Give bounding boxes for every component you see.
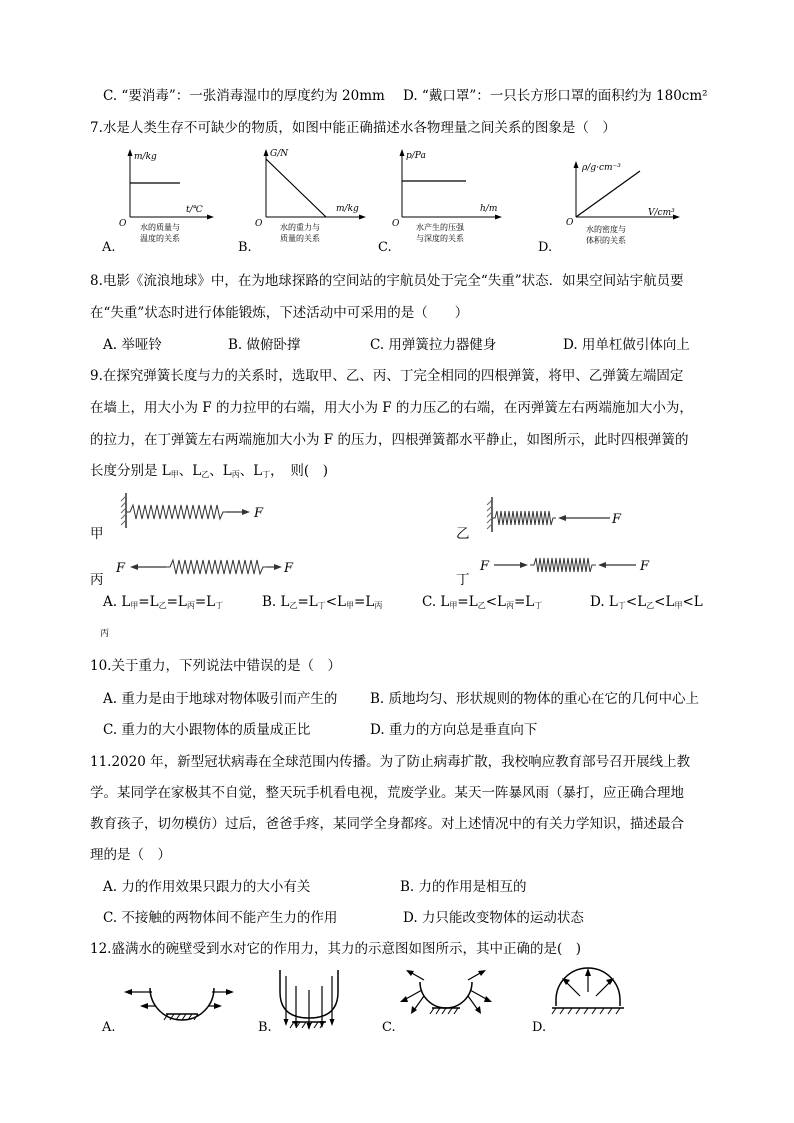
q12-c-letter: C. [382, 1020, 396, 1035]
q7-c-cap1: 水产生的压强 [416, 223, 464, 232]
q7-a-letter: A. [102, 240, 116, 255]
q9-label-jia: 甲 [90, 526, 104, 542]
q7-c-origin: O [392, 219, 400, 229]
q11-line3: 教育孩子，切勿模仿）过后，爸爸手疼，某同学全身都疼。对上述情况中的有关力学知识，描述最合 [90, 816, 684, 832]
q11-option-b: B. 力的作用是相互的 [400, 879, 527, 895]
q7-d-ylabel: ρ/g·cm⁻³ [582, 163, 621, 173]
q9-line3: 的拉力，在丁弹簧左右两端施加大小为 F 的压力，四根弹簧都水平静止，如图所示，此时四根弹簧的 [90, 432, 689, 448]
q9-label-bing: 丙 [90, 572, 104, 588]
q6-option-c: C. “要消毒”：一张消毒湿巾的厚度约为 20mm [103, 88, 385, 104]
q12-bowl-a [100, 966, 240, 1036]
q9-ding-force-right: F [640, 559, 650, 574]
q10-option-b: B. 质地均匀、形状规则的物体的重心在它的几何中心上 [370, 691, 700, 707]
q7-b-cap2: 质量的关系 [280, 234, 320, 243]
q12-a-letter: A. [102, 1020, 116, 1035]
q7-a-cap2: 温度的关系 [140, 234, 180, 243]
q6-option-d: D. “戴口罩”：一只长方形口罩的面积约为 180cm² [403, 88, 708, 104]
q7-c-cap2: 与深度的关系 [416, 234, 464, 243]
q12-bowl-b [256, 966, 366, 1036]
q7-graph-c [376, 145, 516, 255]
q8-option-b: B. 做俯卧撑 [228, 337, 301, 353]
q11-option-c: C. 不接触的两物体间不能产生力的作用 [103, 910, 338, 926]
q11-line1: 11.2020 年，新型冠状病毒在全球范围内传播。为了防止病毒扩散，我校响应教育部号召开展线上教 [90, 754, 691, 770]
q9-ding-force-left: F [480, 559, 490, 574]
q10-option-d: D. 重力的方向总是垂直向下 [370, 722, 538, 738]
q11-option-d: D. 力只能改变物体的运动状态 [403, 910, 584, 926]
q7-d-letter: D. [538, 240, 553, 255]
q9-option-c: C. $L_甲=L_乙<L_丙=L_丁$ [422, 594, 543, 610]
q9-line1: 9.在探究弹簧长度与力的关系时，选取甲、乙、丙、丁完全相同的四根弹簧，将甲、乙弹簧左端固定 [90, 368, 684, 384]
q9-spring-jia [118, 490, 278, 530]
q9-bing-force-left: F [116, 561, 126, 576]
q8-option-c: C. 用弹簧拉力器健身 [370, 337, 497, 353]
q8-line1: 8.电影《流浪地球》中，在为地球探路的空间站的宇航员处于完全“失重”状态．如果空间站宇航员要 [90, 273, 684, 289]
q9-jia-force: F [254, 506, 264, 521]
q7-d-xlabel: V/cm³ [648, 208, 675, 218]
q9-bing-force-right: F [284, 561, 294, 576]
q7-a-ylabel: m/kg [134, 152, 157, 162]
q7-b-letter: B. [238, 240, 252, 255]
q8-line2: 在“失重”状态时进行体能锻炼，下述活动中可采用的是（ ） [90, 305, 469, 321]
q7-graph-b [236, 145, 376, 255]
q9-option-b: B. $L_乙=L_丁<L_甲=L_丙$ [262, 594, 383, 610]
q7-b-origin: O [255, 219, 263, 229]
q9-spring-ding [476, 542, 666, 582]
q7-d-cap2: 体积的关系 [586, 236, 626, 245]
q12-bowl-d [530, 960, 650, 1036]
q7-d-cap1: 水的密度与 [586, 225, 626, 234]
q11-line4: 理的是（ ） [90, 847, 171, 863]
q12-bowl-c [380, 966, 500, 1036]
q7-a-origin: O [119, 219, 127, 229]
q7-stem: 7.水是人类生存不可缺少的物质，如图中能正确描述水各物理量之间关系的图象是（ ） [90, 120, 616, 136]
q8-option-d: D. 用单杠做引体向上 [563, 337, 690, 353]
q7-c-ylabel: p/Pa [406, 151, 426, 161]
q7-b-cap1: 水的重力与 [280, 223, 320, 232]
q10-stem: 10.关于重力，下列说法中错误的是（ ） [90, 658, 341, 674]
q7-b-ylabel: G/N [270, 149, 289, 159]
q9-label-yi: 乙 [456, 526, 470, 542]
q12-b-letter: B. [258, 1020, 272, 1035]
q7-a-cap1: 水的质量与 [140, 223, 180, 232]
q11-option-a: A. 力的作用效果只跟力的大小有关 [103, 879, 311, 895]
q8-option-a: A. 举哑铃 [103, 337, 162, 353]
q9-yi-force: F [612, 512, 622, 527]
q7-graph-a [100, 145, 240, 255]
q10-option-a: A. 重力是由于地球对物体吸引而产生的 [103, 691, 338, 707]
q11-line2: 学。某同学在家极其不自觉，整天玩手机看电视，荒废学业。某天一阵暴风雨（暴打，应正确合理地 [90, 785, 684, 801]
q9-option-d: D. $L_丁<L_乙<L_甲<L$ [590, 594, 703, 610]
q9-line2: 在墙上，用大小为 F 的力拉甲的右端，用大小为 F 的力压乙的右端，在丙弹簧左右两端施加大小为， [90, 400, 693, 416]
q9-option-d-wrap: 丙 [100, 629, 110, 639]
q10-option-c: C. 重力的大小跟物体的质量成正比 [103, 722, 311, 738]
q9-option-a: A. $L_甲=L_乙=L_丙=L_丁$ [103, 594, 224, 610]
q9-spring-yi [484, 494, 644, 534]
q9-spring-bing [112, 544, 312, 584]
q7-graph-d [536, 145, 686, 255]
q7-b-xlabel: m/kg [336, 204, 359, 214]
q12-stem: 12.盛满水的碗壁受到水对它的作用力，其力的示意图如图所示，其中正确的是( ) [90, 941, 582, 957]
q7-c-letter: C. [378, 240, 392, 255]
q12-d-letter: D. [532, 1020, 547, 1035]
q7-c-xlabel: h/m [480, 204, 498, 214]
q7-d-origin: O [566, 218, 574, 228]
q9-line4: 长度分别是 $L_甲$、$L_乙$、$L_丙$、$L_丁$， 则( ) [90, 463, 328, 479]
q7-a-xlabel: t/℃ [186, 205, 203, 215]
q9-label-ding: 丁 [456, 572, 470, 588]
